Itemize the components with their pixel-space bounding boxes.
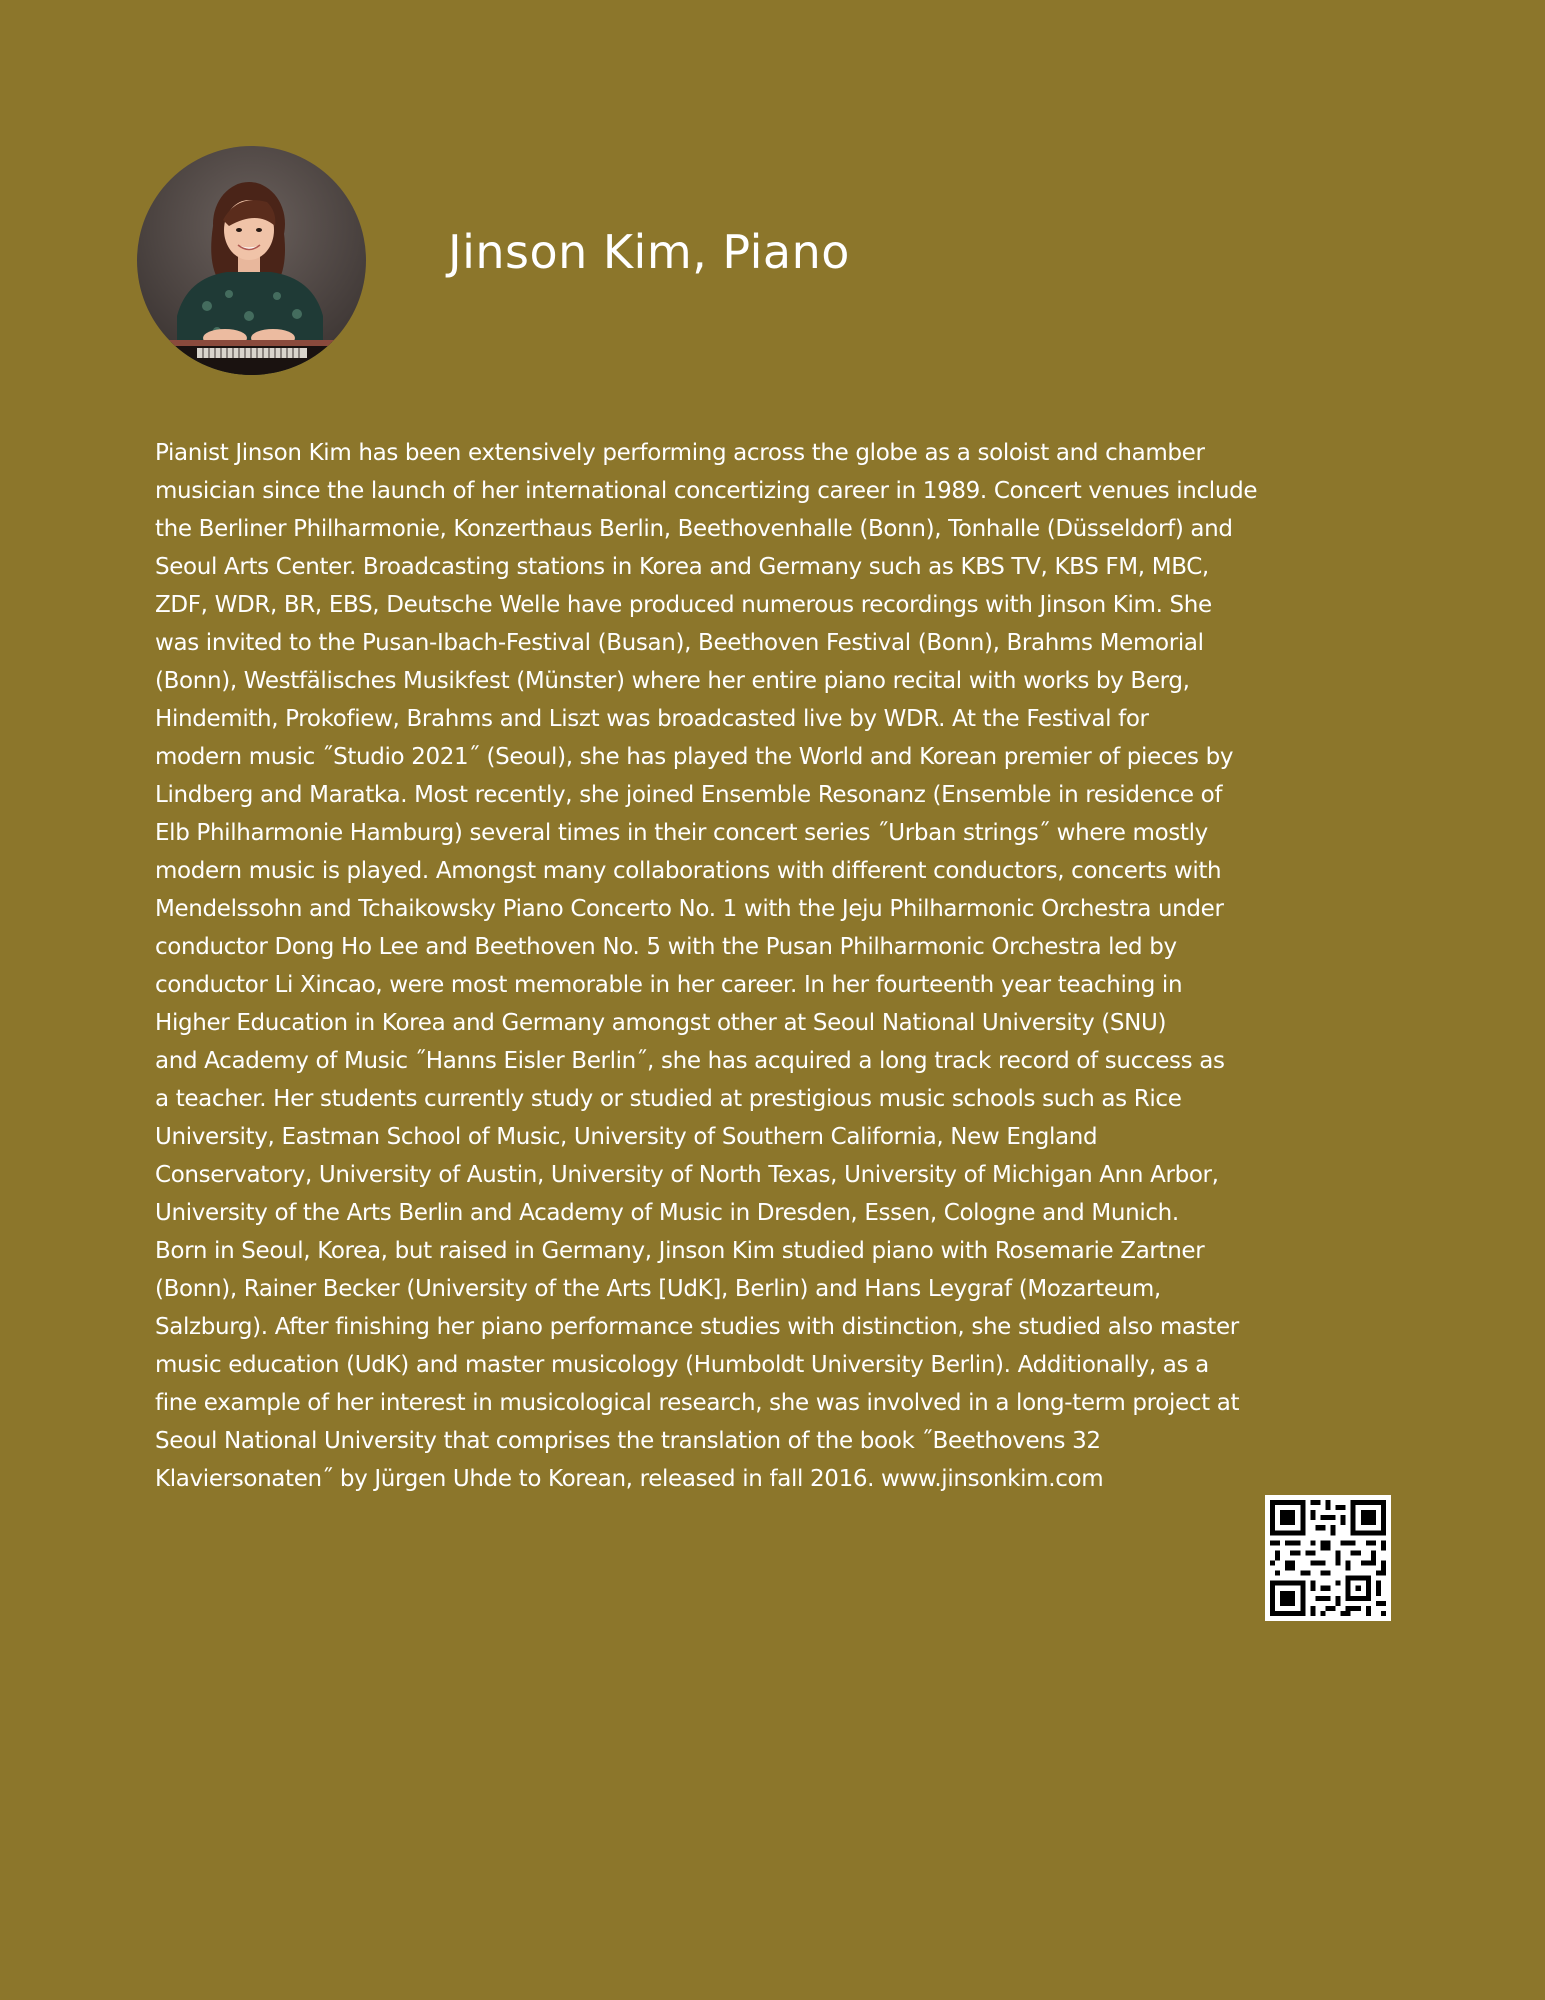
bio-line: Born in Seoul, Korea, but raised in Germany, Jinson Kim studied piano with Rosemarie Zartner	[155, 1238, 1205, 1264]
bio-line: Pianist Jinson Kim has been extensively performing across the globe as a soloist and chamber	[155, 440, 1205, 466]
bio-line: Conservatory, University of Austin, University of North Texas, University of Michigan Ann Arbor,	[155, 1162, 1219, 1188]
bio-line: Seoul National University that comprises the translation of the book ˝Beethovens 32	[155, 1428, 1101, 1454]
bio-line: Lindberg and Maratka. Most recently, she joined Ensemble Resonanz (Ensemble in residence of	[155, 782, 1223, 808]
bio-line: (Bonn), Westfälisches Musikfest (Münster) where her entire piano recital with works by Berg,	[155, 668, 1190, 694]
bio-line: ZDF, WDR, BR, EBS, Deutsche Welle have produced numerous recordings with Jinson Kim. She	[155, 592, 1212, 618]
bio-line: Seoul Arts Center. Broadcasting stations in Korea and Germany such as KBS TV, KBS FM, MBC,	[155, 554, 1209, 580]
bio-line: Higher Education in Korea and Germany amongst other at Seoul National University (SNU)	[155, 1010, 1167, 1036]
bio-line: the Berliner Philharmonie, Konzerthaus Berlin, Beethovenhalle (Bonn), Tonhalle (Düsseldorf) and	[155, 516, 1233, 542]
qr-code-icon[interactable]	[1265, 1495, 1391, 1621]
bio-line: was invited to the Pusan-Ibach-Festival (Busan), Beethoven Festival (Bonn), Brahms Memorial	[155, 630, 1204, 656]
bio-line: University of the Arts Berlin and Academy of Music in Dresden, Essen, Cologne and Munich.	[155, 1200, 1179, 1226]
portrait-photo	[137, 146, 366, 375]
bio-line: fine example of her interest in musicological research, she was involved in a long-term project at	[155, 1390, 1240, 1416]
bio-line: University, Eastman School of Music, University of Southern California, New England	[155, 1124, 1098, 1150]
biography-text	[155, 434, 1365, 1498]
bio-line: modern music ˝Studio 2021˝ (Seoul), she has played the World and Korean premier of pieces by	[155, 744, 1234, 770]
page-title: Jinson Kim, Piano	[448, 225, 850, 279]
bio-line: music education (UdK) and master musicology (Humboldt University Berlin). Additionally, as a	[155, 1352, 1209, 1378]
bio-line: modern music is played. Amongst many collaborations with different conductors, concerts with	[155, 858, 1222, 884]
bio-line: a teacher. Her students currently study or studied at prestigious music schools such as Rice	[155, 1086, 1182, 1112]
bio-line: Mendelssohn and Tchaikowsky Piano Concerto No. 1 with the Jeju Philharmonic Orchestra under	[155, 896, 1224, 922]
bio-line: Elb Philharmonie Hamburg) several times in their concert series ˝Urban strings˝ where mostly	[155, 820, 1208, 846]
bio-line: Salzburg). After finishing her piano performance studies with distinction, she studied also master	[155, 1314, 1239, 1340]
bio-line: and Academy of Music ˝Hanns Eisler Berlin˝, she has acquired a long track record of success as	[155, 1048, 1225, 1074]
bio-line: Klaviersonaten˝ by Jürgen Uhde to Korean, released in fall 2016. www.jinsonkim.com	[155, 1466, 1104, 1492]
bio-line: Hindemith, Prokofiew, Brahms and Liszt was broadcasted live by WDR. At the Festival for	[155, 706, 1149, 732]
bio-line: musician since the launch of her international concertizing career in 1989. Concert venues include	[155, 478, 1258, 504]
bio-line: conductor Li Xincao, were most memorable in her career. In her fourteenth year teaching in	[155, 972, 1183, 998]
bio-line: conductor Dong Ho Lee and Beethoven No. 5 with the Pusan Philharmonic Orchestra led by	[155, 934, 1177, 960]
bio-line: (Bonn), Rainer Becker (University of the Arts [UdK], Berlin) and Hans Leygraf (Mozarteum,	[155, 1276, 1161, 1302]
